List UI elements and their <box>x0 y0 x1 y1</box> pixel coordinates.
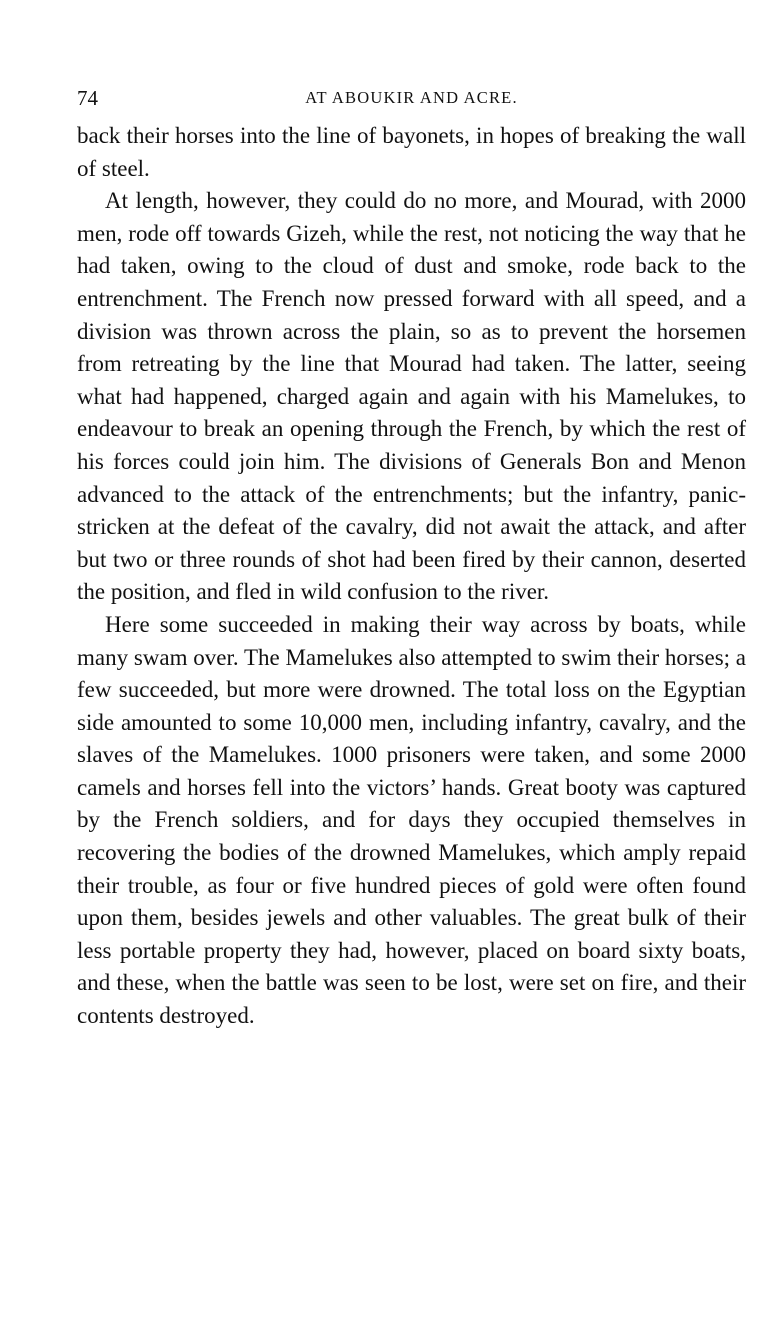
body-text <box>77 120 746 1033</box>
page-number: 74 <box>77 86 98 110</box>
paragraph: At length, however, they could do no more, and Mourad, with 2000 men, rode off towards Gizeh, while the rest, not noticing the way that he had taken, owing to the cloud of dust and smoke, rode back to the entrenchment. The French now pressed forward with all speed, and a division was thrown across the plain, so as to prevent the horsemen from retreating by the line that Mourad had taken. The latter, seeing what had happened, charged again and again with his Mamelukes, to endeavour to break an opening through the French, by which the rest of his forces could join him. The divisions of Generals Bon and Menon advanced to the attack of the entrenchments; but the infantry, panic-stricken at the defeat of the cavalry, did not await the attack, and after but two or three rounds of shot had been fired by their cannon, deserted the position, and fled in wild confusion to the river. <box>77 188 746 605</box>
running-head: AT ABOUKIR AND ACRE. <box>305 88 518 107</box>
book-page <box>77 86 746 1033</box>
page-header <box>77 86 746 120</box>
paragraph: Here some succeeded in making their way across by boats, while many swam over. The Mamelukes also attempted to swim their horses; a few succeeded, but more were drowned. The total loss on the Egyptian side amounted to some 10,000 men, including infantry, cavalry, and the slaves of the Mamelukes. 1000 prisoners were taken, and some 2000 camels and horses fell into the victors’ hands. Great booty was captured by the French soldiers, and for days they occupied themselves in recovering the bodies of the drowned Mamelukes, which amply repaid their trouble, as four or five hundred pieces of gold were often found upon them, besides jewels and other valuables. The great bulk of their less portable property they had, however, placed on board sixty boats, and these, when the battle was seen to be lost, were set on fire, and their contents destroyed. <box>77 611 746 1029</box>
paragraph: back their horses into the line of bayonets, in hopes of breaking the wall of steel. <box>77 123 746 181</box>
